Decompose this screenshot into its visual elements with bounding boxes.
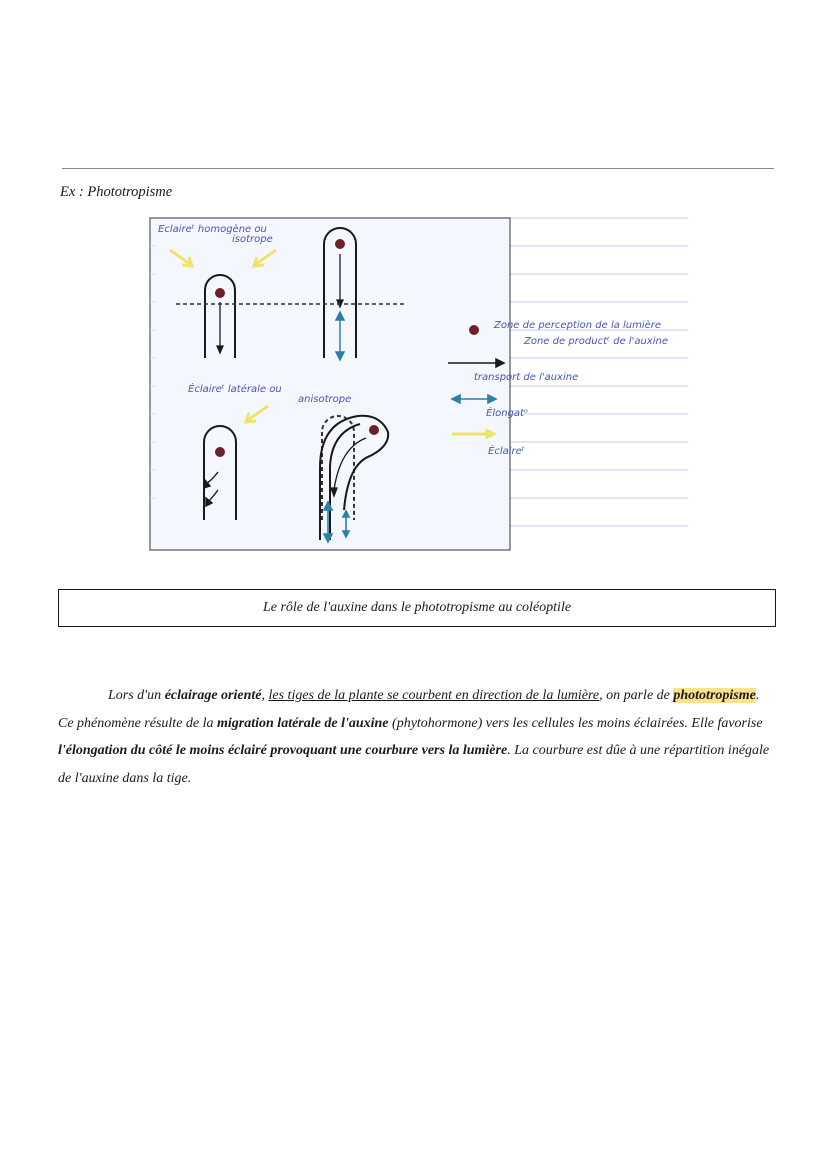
auxine-dot: [369, 425, 379, 435]
legend-perception: Zone de perception de la lumière: [494, 320, 662, 331]
phototropism-figure: [148, 210, 688, 552]
bold-term: l'élongation du côté le moins éclairé provoquant une courbure vers la lumière: [58, 743, 508, 758]
lateral-light-label-1: Éclaireᵗ latérale ou: [188, 384, 282, 395]
text-run: ,: [261, 688, 269, 703]
bold-term: éclairage orienté: [164, 688, 262, 703]
auxine-dot: [215, 288, 225, 298]
text-run: Lors d'un: [108, 688, 165, 703]
section-label: Ex : Phototropisme: [60, 184, 173, 200]
legend-elongation: Élongatᵒ: [486, 408, 529, 419]
caption-text: Le rôle de l'auxine dans le phototropisme au coléoptile: [262, 600, 572, 615]
text-run: . Ce phénomène résulte de la: [58, 688, 760, 731]
legend-production: Zone de productᵗ de l'auxine: [524, 336, 668, 347]
header-divider: [62, 168, 774, 169]
bold-term: migration latérale de l'auxine: [217, 715, 389, 731]
underlined-text: les tiges de la plante se courbent en direction de la lumière: [268, 688, 600, 703]
text-run: (phytohormone) vers les cellules les moins éclairées. Elle favorise: [388, 715, 763, 731]
auxine-dot: [335, 239, 345, 249]
phototropism-diagram: [148, 210, 688, 552]
text-run: . La courbure est dûe à une répartition inégale de l'auxine dans la tige.: [58, 743, 770, 786]
legend-transport: transport de l'auxine: [474, 372, 579, 383]
auxine-dot: [215, 447, 225, 457]
homogeneous-light-label-2: isotrope: [232, 234, 273, 245]
homogeneous-light-label-1: Eclaireᵗ homogène ou: [158, 224, 267, 235]
highlighted-term: phototropisme: [673, 688, 756, 703]
figure-caption: [58, 589, 776, 627]
text-run: , on parle de: [599, 688, 674, 703]
lateral-light-label-2: anisotrope: [298, 394, 352, 405]
body-paragraph: [58, 682, 776, 792]
legend-light: Éclaireᵗ: [488, 446, 525, 457]
legend-dot-icon: [469, 325, 479, 335]
